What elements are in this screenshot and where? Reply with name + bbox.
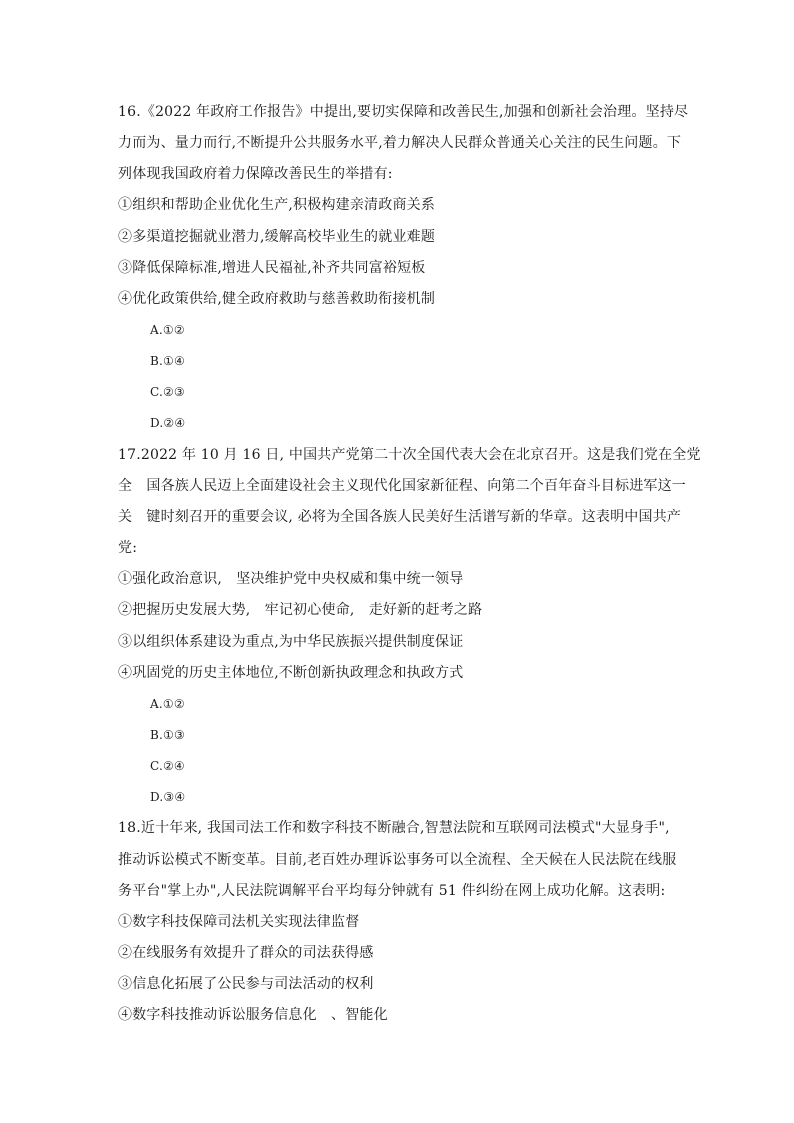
q17-option-2: ②把握历史发展大势, 牢记初心使命, 走好新的赶考之路: [118, 602, 483, 618]
q16-choice-b: B.①④: [150, 354, 185, 368]
q16-choice-a: A.①②: [150, 323, 185, 337]
q17-option-3: ③以组织体系建设为重点,为中华民族振兴提供制度保证: [118, 634, 464, 650]
q17-stem-line-4: 党:: [118, 540, 138, 556]
q16-stem-line-1: 16.《2022 年政府工作报告》中提出,要切实保障和改善民生,加强和创新社会治理。坚持尽: [118, 104, 689, 120]
q17-choice-b: B.①③: [150, 728, 185, 742]
q16-choice-d: D.②④: [150, 416, 186, 430]
q17-stem-line-1: 17.2022 年 10 月 16 日, 中国共产党第二十次全国代表大会在北京召开。这是我们党在全党: [118, 447, 701, 463]
q18-stem-line-1: 18.近十年来, 我国司法工作和数字科技不断融合,智慧法院和互联网司法模式"大显身手",: [118, 820, 670, 836]
q18-stem-line-2: 推动诉讼模式不断变革。目前,老百姓办理诉讼事务可以全流程、全天候在人民法院在线服: [118, 852, 677, 868]
q16-stem-line-2: 力而为、量力而行,不断提升公共服务水平,着力解决人民群众普通关心关注的民生问题。下: [118, 135, 682, 151]
q18-option-3: ③信息化拓展了公民参与司法活动的权利: [118, 976, 374, 992]
q16-stem-line-3: 列体现我国政府着力保障改善民生的举措有:: [118, 166, 393, 182]
q16-option-3: ③降低保障标准,增进人民福祉,补齐共同富裕短板: [118, 260, 426, 276]
q17-stem-line-3: 关 键时刻召开的重要会议, 必将为全国各族人民美好生活谱写新的华章。这表明中国共产: [118, 509, 682, 525]
q18-option-1: ①数字科技保障司法机关实现法律监督: [118, 914, 360, 930]
q18-stem-line-3: 务平台"掌上办",人民法院调解平台平均每分钟就有 51 件纠纷在网上成功化解。这表明:: [118, 883, 666, 899]
q17-option-1: ①强化政治意识, 坚决维护党中央权威和集中统一领导: [118, 571, 464, 587]
q16-option-1: ①组织和帮助企业优化生产,积极构建亲清政商关系: [118, 197, 436, 213]
q18-option-4: ④数字科技推动诉讼服务信息化 、智能化: [118, 1007, 388, 1023]
q17-choice-d: D.③④: [150, 790, 186, 804]
q16-choice-c: C.②③: [150, 385, 185, 399]
q17-stem-line-2: 全 国各族人民迈上全面建设社会主义现代化国家新征程、向第二个百年奋斗目标进军这一: [118, 478, 686, 494]
q17-choice-c: C.②④: [150, 759, 185, 773]
q17-choice-a: A.①②: [150, 697, 185, 711]
q18-option-2: ②在线服务有效提升了群众的司法获得感: [118, 945, 374, 961]
q16-option-2: ②多渠道挖掘就业潜力,缓解高校毕业生的就业难题: [118, 229, 436, 245]
q17-option-4: ④巩固党的历史主体地位,不断创新执政理念和执政方式: [118, 665, 464, 681]
q16-option-4: ④优化政策供给,健全政府救助与慈善救助衔接机制: [118, 291, 436, 307]
